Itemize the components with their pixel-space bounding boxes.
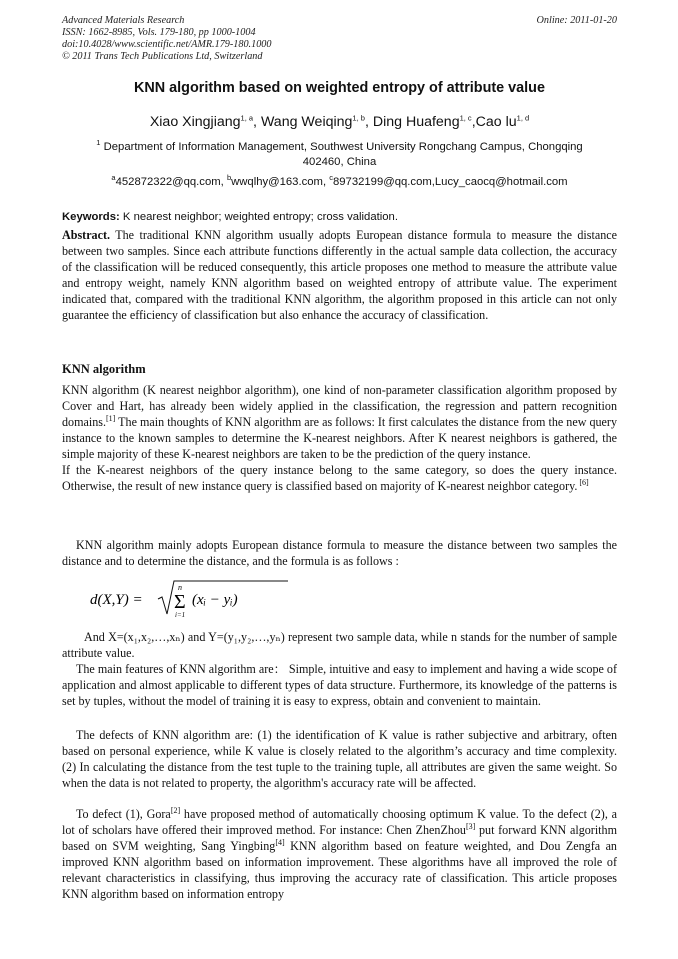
paragraph-text: To defect (1), Gora	[76, 807, 171, 821]
copyright-line: © 2011 Trans Tech Publications Ltd, Switzerland	[62, 51, 263, 62]
author-sup: 1, c	[459, 113, 472, 123]
paragraph-text: KNN algorithm based on feature weighted, and Dou Zengfa an improved KNN algorithm based on information improvement. These algorithms have all improved the role of relevant characteristics in classifying, thus improving the accuracy rate of classification. This article proposes KNN algorithm based on information entropy	[62, 839, 617, 901]
email-a[interactable]: 452872322@qq.com,	[115, 176, 227, 188]
affiliation-line-1: Department of Information Management, Southwest University Rongchang Campus, Chongqing	[103, 141, 583, 153]
author-name: Wang Weiqing	[260, 114, 353, 130]
author-name: Ding Huafeng	[372, 114, 460, 130]
email-c[interactable]: 89732199@qq.com,Lucy_caocq@hotmail.com	[332, 176, 568, 188]
paragraph-defects: The defects of KNN algorithm are: (1) the identification of K value is rather subjective and arbitrary, often based on personal experience, while K value is closely related to the algorithm’s accuracy and time complexity. (2) In calculating the distance from the test tuple to the training tuple, all attributes are given the same weight. So when the data is not related to property, the algorithm's accuracy rate will be affected.	[62, 728, 617, 790]
paragraph-distance: KNN algorithm mainly adopts European distance formula to measure the distance between two samples the distance and to determine the distance, and the formula is as follows :	[62, 538, 617, 568]
author-sup: 1, b	[352, 113, 365, 123]
paragraph-text: have proposed method of automatically choosing optimum K value. To the defect (2), a lot of scholars have offered their improved method. For instance: Chen ZhenZhou	[62, 807, 617, 837]
sum-lower: i=1	[175, 611, 186, 618]
email-list	[62, 173, 617, 188]
email-sup: c	[329, 173, 333, 183]
paragraph-features: The main features of KNN algorithm are： Simple, intuitive and easy to implement and having a wide scope of application and almost applicable to different types of data structure. Furthermore, its knowledge of the patterns is set by tuples, without the model of training it is easy to express, obtain and convenient to maintain.	[62, 662, 617, 708]
affiliation-sup: 1	[96, 138, 101, 148]
issn-line: ISSN: 1662-8985, Vols. 179-180, pp 1000-1004	[62, 27, 256, 38]
paragraph-variables: And X=(x₁,x₂,…,xₙ) and Y=(y₁,y₂,…,yₙ) represent two sample data, while n stands for the number of sample attribute value.	[62, 630, 617, 660]
author-list	[62, 114, 617, 130]
author-name: Cao lu	[475, 114, 517, 130]
email-sup: b	[226, 173, 232, 183]
paragraph-text: If the K-nearest neighbors of the query instance belong to the same category, so does the query instance. Otherwise, the result of new instance query is classified based on majority of K-nearest neighbor category.	[62, 463, 617, 493]
author-sep: ,	[364, 114, 373, 130]
paragraph-text: The main thoughts of KNN algorithm are as follows: It first calculates the distance from the new query instance to the known samples to determine the K-nearest neighbors. After K nearest neighbors is gathered, the simple majority of these K-nearest neighbors are taken to be the prediction of the query instance.	[62, 415, 617, 461]
formula-term: (xᵢ − yᵢ)	[192, 592, 238, 608]
online-date: Online: 2011-01-20	[536, 15, 617, 26]
paragraph-improvements	[62, 806, 617, 902]
citation[interactable]: [4]	[275, 837, 285, 847]
paragraph-intro	[62, 382, 617, 494]
author-sep: ,	[471, 114, 476, 130]
citation[interactable]: [2]	[170, 805, 181, 815]
keywords-text: K nearest neighbor; weighted entropy; cross validation.	[119, 211, 398, 223]
formula-lhs: d(X,Y) =	[90, 592, 143, 608]
author-sup: 1, d	[516, 113, 530, 123]
journal-header	[62, 15, 617, 63]
keywords-label: Keywords:	[62, 211, 120, 223]
email-sup: a	[111, 173, 116, 183]
author-sep: ,	[253, 114, 261, 130]
abstract-text: The traditional KNN algorithm usually adopts European distance formula to measure the distance between two samples. Since each attribute functions differently in the actual sample data collection, the accuracy of the classification will be reduced consequently, this article proposes one method to measure the attribute value and entropy weight, namely KNN algorithm based on weighted entropy of attribute value. The experiment indicated that, compared with the traditional KNN algorithm, the algorithm proposed in this article can not only guarantee the efficiency of classification but also enhance the accuracy of classification.	[62, 228, 617, 322]
affiliation	[62, 140, 617, 170]
citation[interactable]: [6]	[577, 477, 589, 487]
journal-name: Advanced Materials Research	[62, 15, 185, 26]
doi-line: doi:10.4028/www.scientific.net/AMR.179-180.1000	[62, 39, 272, 50]
paper-title: KNN algorithm based on weighted entropy of attribute value	[134, 80, 545, 96]
author-sup: 1, a	[240, 113, 254, 123]
citation[interactable]: [3]	[465, 821, 476, 831]
section-heading: KNN algorithm	[62, 362, 146, 376]
citation[interactable]: [1]	[106, 413, 116, 423]
abstract	[62, 227, 617, 323]
abstract-label: Abstract.	[62, 228, 111, 242]
affiliation-line-2: 402460, China	[302, 156, 377, 168]
keywords	[62, 211, 617, 223]
paragraph-text: put forward KNN algorithm based on SVM weighting, Sang Yingbing	[62, 823, 617, 853]
sum-upper: n	[178, 583, 182, 592]
sum-sign: Σ	[174, 591, 186, 613]
distance-formula	[88, 578, 288, 618]
author-name: Xiao Xingjiang	[149, 114, 241, 130]
email-b[interactable]: wwqlhy@163.com,	[231, 176, 330, 188]
paragraph-text: KNN algorithm (K nearest neighbor algorithm), one kind of non-parameter classification algorithm proposed by Cover and Hart, has already been widely applied in the classification, the regression and pattern recognition domains.	[62, 383, 617, 429]
